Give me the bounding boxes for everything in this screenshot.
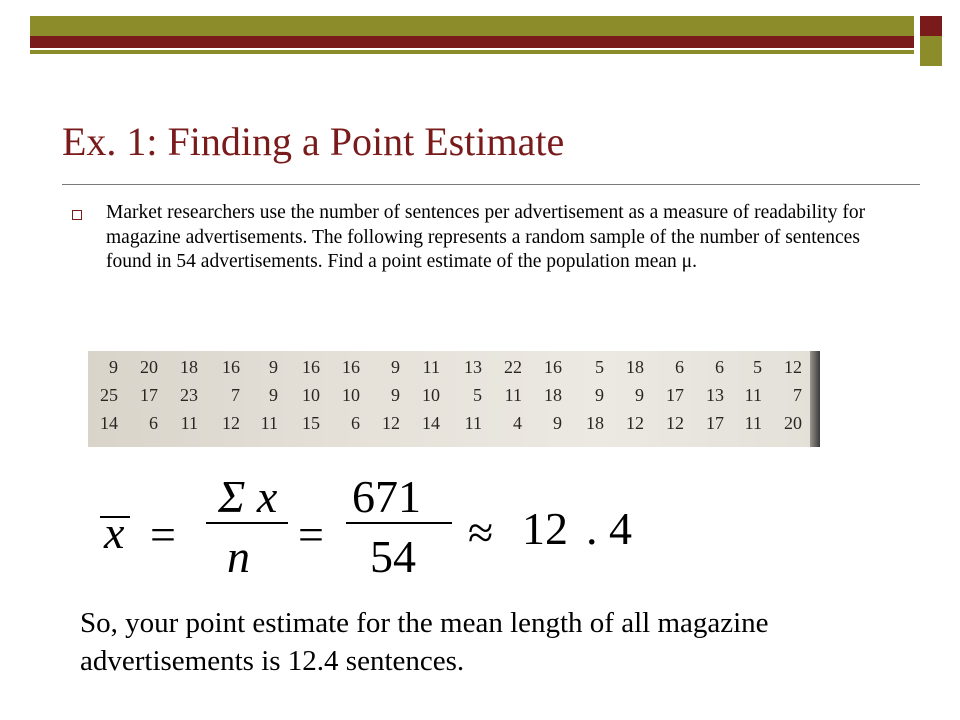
table-cell: 18 bbox=[586, 413, 604, 433]
denominator-value: 54 bbox=[370, 531, 416, 582]
table-cell: 13 bbox=[706, 385, 724, 405]
equals-sign-2: = bbox=[298, 509, 324, 560]
bullet-square-icon bbox=[72, 210, 82, 220]
table-cell: 12 bbox=[784, 357, 802, 377]
table-cell: 9 bbox=[109, 357, 118, 377]
top-bar-thin-stripe bbox=[30, 50, 914, 54]
table-cell: 9 bbox=[269, 357, 278, 377]
table-cell: 9 bbox=[595, 385, 604, 405]
table-cell: 9 bbox=[553, 413, 562, 433]
table-cell: 11 bbox=[180, 413, 198, 433]
fraction-line-2 bbox=[346, 522, 452, 524]
table-cell: 9 bbox=[635, 385, 644, 405]
top-bar-maroon-stripe bbox=[30, 36, 914, 48]
table-cell: 11 bbox=[260, 413, 278, 433]
table-cell: 20 bbox=[140, 357, 158, 377]
title-divider bbox=[62, 184, 920, 185]
top-decoration-bar bbox=[30, 16, 940, 66]
table-cell: 25 bbox=[100, 385, 118, 405]
table-cell: 9 bbox=[269, 385, 278, 405]
table-cell: 6 bbox=[149, 413, 158, 433]
table-cell: 7 bbox=[793, 385, 802, 405]
table-cell: 11 bbox=[464, 413, 482, 433]
table-cell: 14 bbox=[422, 413, 440, 433]
table-cell: 11 bbox=[744, 385, 762, 405]
sum-numerator bbox=[218, 470, 277, 523]
table-cell: 11 bbox=[504, 385, 522, 405]
table-cell: 18 bbox=[180, 357, 198, 377]
table-cell: 5 bbox=[473, 385, 482, 405]
table-cell: 11 bbox=[422, 357, 440, 377]
n-denominator: n bbox=[227, 531, 250, 582]
table-cell: 23 bbox=[180, 385, 198, 405]
table-cell: 6 bbox=[675, 357, 684, 377]
table-cell: 14 bbox=[100, 413, 118, 433]
table-cell: 6 bbox=[715, 357, 724, 377]
top-bar-olive-square bbox=[920, 36, 942, 66]
table-cell: 22 bbox=[504, 357, 522, 377]
photo-shadow-edge bbox=[810, 351, 820, 447]
table-cell: 10 bbox=[342, 385, 360, 405]
mean-formula bbox=[0, 470, 960, 590]
table-cell: 11 bbox=[744, 413, 762, 433]
bullet-text: Market researchers use the number of sentences per advertisement as a measure of readability for magazine advertisements. The following represents a random sample of the number of sentences found in 54 advertisements. Find a point estimate of the population mean μ. bbox=[106, 202, 866, 272]
table-cell: 12 bbox=[222, 413, 240, 433]
table-cell: 17 bbox=[140, 385, 158, 405]
table-cell: 13 bbox=[464, 357, 482, 377]
table-cell: 15 bbox=[302, 413, 320, 433]
table-cell: 20 bbox=[784, 413, 802, 433]
table-cell: 5 bbox=[753, 357, 762, 377]
top-bar-olive-stripe bbox=[30, 16, 914, 36]
table-cell: 10 bbox=[302, 385, 320, 405]
table-cell: 12 bbox=[666, 413, 684, 433]
table-cell: 17 bbox=[706, 413, 724, 433]
table-cell: 9 bbox=[391, 385, 400, 405]
table-cell: 16 bbox=[222, 357, 240, 377]
table-cell: 10 bbox=[422, 385, 440, 405]
table-cell: 17 bbox=[666, 385, 684, 405]
sum-numerator-text: Σ x bbox=[218, 471, 278, 522]
xbar-symbol: x bbox=[104, 507, 125, 558]
result-fraction: . 4 bbox=[586, 503, 632, 554]
table-cell: 12 bbox=[382, 413, 400, 433]
table-cell: 6 bbox=[351, 413, 360, 433]
equals-sign-1: = bbox=[150, 509, 176, 560]
conclusion-text: So, your point estimate for the mean length of all magazine advertisements is 12.4 sentences. bbox=[80, 607, 769, 677]
table-cell: 18 bbox=[626, 357, 644, 377]
approx-sign: ≈ bbox=[468, 507, 494, 558]
table-cell: 16 bbox=[544, 357, 562, 377]
table-cell: 4 bbox=[513, 413, 522, 433]
result-integer: 12 bbox=[522, 503, 568, 554]
table-cell: 7 bbox=[231, 385, 240, 405]
table-cell: 5 bbox=[595, 357, 604, 377]
table-cell: 16 bbox=[302, 357, 320, 377]
table-cell: 12 bbox=[626, 413, 644, 433]
table-cell: 9 bbox=[391, 357, 400, 377]
data-table-image bbox=[88, 351, 820, 447]
top-bar-maroon-square bbox=[920, 16, 942, 36]
fraction-line-1 bbox=[206, 522, 288, 524]
slide-title: Ex. 1: Finding a Point Estimate bbox=[62, 119, 565, 164]
table-cell: 18 bbox=[544, 385, 562, 405]
numerator-value: 671 bbox=[352, 471, 421, 522]
table-cell: 16 bbox=[342, 357, 360, 377]
